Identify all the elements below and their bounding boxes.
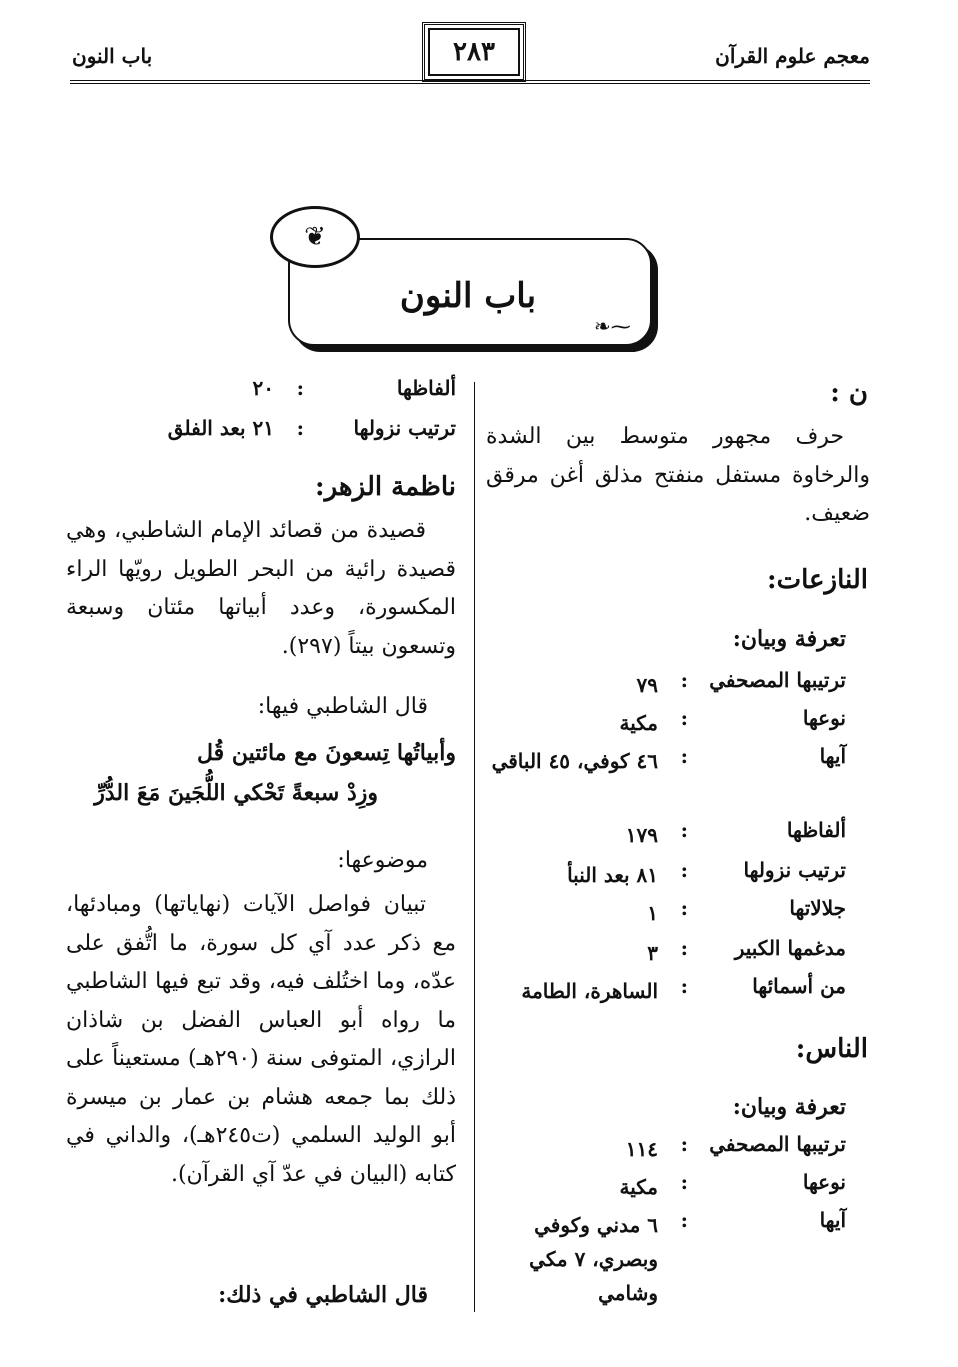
row-colon: :	[680, 936, 688, 960]
row-key: ترتيبها المصحفي	[709, 668, 846, 692]
chapter-banner-title: باب النون	[399, 276, 537, 316]
row-key: آيها	[819, 744, 846, 768]
entry-heading-naziat: النازعات:	[767, 565, 868, 595]
naziat-row-jalalat	[474, 896, 846, 932]
row-colon: :	[680, 1170, 688, 1194]
row-colon: :	[680, 744, 688, 768]
row-key: ترتيب نزولها	[743, 858, 846, 882]
shatibi-said-line: قال الشاطبي فيها:	[257, 694, 428, 719]
nas-info-subheading: تعرفة وبيان:	[732, 1094, 846, 1120]
closing-line: قال الشاطبي في ذلك:	[218, 1282, 428, 1308]
nas-row-type	[474, 1170, 846, 1206]
row-value: الساهرة، الطامة	[521, 979, 658, 1003]
row-key: نوعها	[802, 706, 846, 730]
row-colon: :	[680, 858, 688, 882]
row-value: مكية	[619, 711, 658, 735]
verse-line-1: وأبياتُها تِسعونَ مع مائتين قُل	[197, 740, 456, 766]
corner-flourish-icon: ❧⁓	[594, 314, 631, 338]
falaq-row-word-count	[64, 376, 456, 412]
row-value: ٣	[647, 941, 658, 965]
row-value: ٦ مدني وكوفي وبصري، ٧ مكي وشامي	[529, 1213, 658, 1305]
naziat-row-word-count	[474, 818, 846, 854]
row-colon: :	[680, 706, 688, 730]
nas-row-verses	[474, 1208, 846, 1318]
row-colon: :	[680, 1132, 688, 1156]
row-colon: :	[296, 376, 304, 400]
floral-ornament-icon: ❦	[270, 206, 360, 268]
naziat-row-other-names	[474, 974, 846, 1010]
row-value: ١٧٩	[625, 823, 658, 847]
falaq-row-revelation-order	[64, 416, 456, 452]
row-key: ألفاظها	[786, 818, 846, 842]
row-key: ترتيب نزولها	[353, 416, 456, 440]
naziat-row-major-idgham	[474, 936, 846, 972]
naziat-row-revelation-order	[474, 858, 846, 894]
row-value: ٨١ بعد النبأ	[567, 863, 658, 887]
running-header-chapter-title: باب النون	[72, 44, 153, 68]
row-colon: :	[296, 416, 304, 440]
naziat-row-verses	[474, 744, 846, 818]
row-key: آيها	[819, 1208, 846, 1232]
zahr-description-paragraph: قصيدة من قصائد الإمام الشاطبي، وهي قصيدة رائية من البحر الطويل رويّها الراء المكسورة، وعدد أبياتها مئتان وسبعة وتسعون بيتاً (٢٩٧).	[66, 518, 456, 659]
row-colon: :	[680, 668, 688, 692]
header-rule	[70, 80, 870, 84]
row-key: من أسمائها	[752, 974, 846, 998]
nas-row-mushaf-order	[474, 1132, 846, 1168]
row-colon: :	[680, 818, 688, 842]
row-value: مكية	[619, 1175, 658, 1199]
naziat-row-type	[474, 706, 846, 742]
verse-line-2: وزِدْ سبعةً تَحْكي اللُّجَينَ مَعَ الدُّرِّ	[94, 780, 378, 806]
row-key: نوعها	[802, 1170, 846, 1194]
entry-heading-nazimat-al-zahr: ناظمة الزهر:	[314, 472, 456, 502]
naziat-row-mushaf-order	[474, 668, 846, 704]
entry-heading-nas: الناس:	[795, 1034, 868, 1064]
row-colon: :	[680, 896, 688, 920]
row-value: ٢١ بعد الفلق	[167, 416, 274, 440]
topic-heading: موضوعها:	[337, 848, 428, 873]
row-colon: :	[680, 1208, 688, 1232]
topic-paragraph: تبيان فواصل الآيات (نهاياتها) ومبادئها، مع ذكر عدد آي كل سورة، ما اتُّفق على عدّه، وما اختُلف فيه، وقد تبع فيها الشاطبي ما رواه أبو العباس الفضل بن شاذان الرازي، المتوفى سنة (٢٩٠هـ) مستعيناً على ذلك بما جمعه هشام بن عمار بن ميسرة أبو الوليد السلمي (ت٢٤٥هـ)، والداني في كتابه (البيان في عدّ آي القرآن).	[66, 892, 456, 1187]
row-key: مدغمها الكبير	[734, 936, 846, 960]
row-value: ٧٩	[636, 673, 658, 697]
page-number: ٢٨٣	[428, 28, 520, 76]
row-key: جلالاتها	[789, 896, 846, 920]
row-value: ٤٦ كوفي، ٤٥ الباقي	[491, 749, 658, 773]
running-header-book-title: معجم علوم القرآن	[715, 44, 870, 68]
entry-heading-nun: ن :	[830, 378, 868, 408]
naziat-info-subheading: تعرفة وبيان:	[732, 626, 846, 652]
row-value: ١١٤	[625, 1137, 658, 1161]
row-colon: :	[680, 974, 688, 998]
row-value: ٢٠	[252, 376, 274, 400]
row-value: ١	[647, 901, 658, 925]
row-key: ترتيبها المصحفي	[709, 1132, 846, 1156]
row-key: ألفاظها	[396, 376, 456, 400]
nun-definition-paragraph: حرف مجهور متوسط بين الشدة والرخاوة مستفل منفتح مذلق أغن مرقق ضعيف.	[486, 424, 870, 526]
